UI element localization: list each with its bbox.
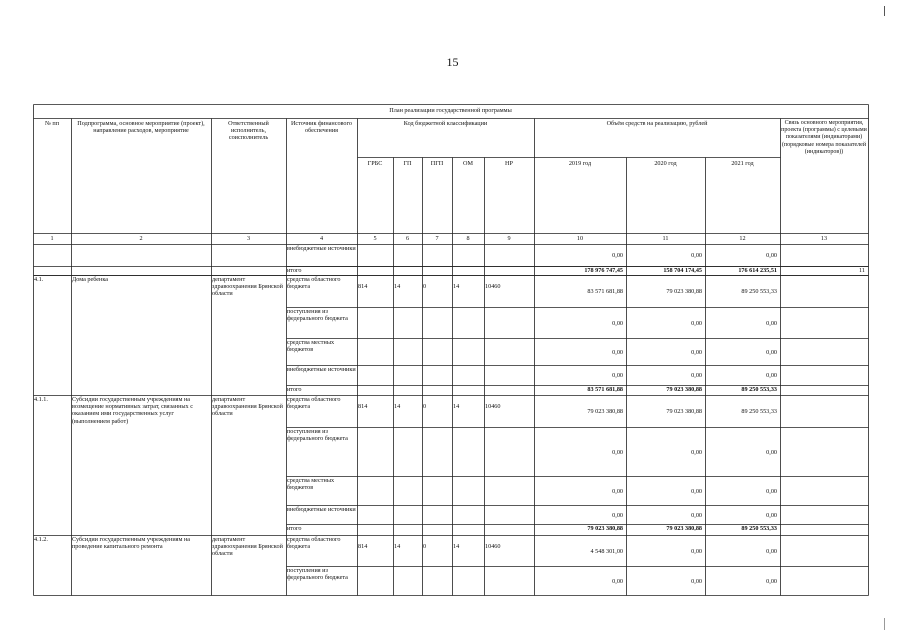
column-number: 8 — [466, 235, 470, 242]
header-nr: НР — [505, 160, 513, 167]
row-executor: департамент здравоохранения Брянской области — [212, 396, 283, 418]
row-value-2020: 0,00 — [691, 487, 702, 495]
header-y2019: 2019 год — [568, 160, 592, 167]
plan-table — [33, 104, 868, 595]
row-value-2020: 0,00 — [691, 348, 702, 356]
row-value-2020: 0,00 — [691, 252, 702, 259]
row-pgp: 0 — [423, 403, 427, 410]
table-grid-lines — [33, 104, 869, 596]
row-value-2021: 89 250 553,33 — [741, 288, 777, 295]
row-value-2019: 83 571 681,88 — [587, 386, 623, 393]
row-value-2021: 176 614 235,51 — [738, 267, 777, 274]
row-name: Субсидии государственным учреждениям на проведение капитального ремонта — [72, 536, 191, 551]
row-value-2020: 0,00 — [691, 448, 702, 456]
row-value-2020: 79 023 380,88 — [666, 288, 702, 295]
row-source: средства областного бюджета — [287, 536, 341, 551]
header-y2020: 2020 год — [654, 160, 677, 167]
row-value-2020: 79 023 380,88 — [666, 408, 702, 415]
row-value-2019: 0,00 — [612, 448, 623, 456]
column-number: 7 — [435, 235, 439, 242]
row-value-2020: 0,00 — [691, 319, 702, 327]
row-value-2020: 158 704 174,45 — [663, 267, 702, 274]
row-value-2021: 0,00 — [766, 511, 777, 519]
column-number: 13 — [820, 235, 828, 242]
row-grbs: 814 — [358, 543, 368, 550]
row-source: внебюджетные источники — [287, 506, 356, 513]
row-source: поступления из федерального бюджета — [287, 567, 348, 582]
column-number: 6 — [405, 235, 410, 242]
row-grbs: 814 — [358, 403, 368, 410]
table-title: План реализации государственной программы — [389, 107, 512, 114]
row-value-2019: 83 571 681,88 — [587, 288, 623, 295]
row-source: итого — [287, 267, 302, 274]
row-source: средства местных бюджетов — [287, 477, 335, 492]
column-number: 12 — [739, 235, 746, 242]
header-volume: Объём средств на реализацию, рублей — [606, 120, 708, 127]
column-number: 10 — [576, 235, 584, 242]
row-source: итого — [287, 386, 302, 393]
column-number: 4 — [319, 235, 324, 242]
header-budget-code: Код бюджетной классификации — [403, 120, 488, 127]
row-pgp: 0 — [423, 543, 427, 550]
page-number: 15 — [446, 55, 459, 69]
row-nr: 10460 — [485, 403, 501, 410]
row-value-2019: 0,00 — [612, 511, 623, 519]
row-value-2021: 0,00 — [766, 547, 777, 555]
header-pgp: ПГП — [430, 160, 444, 167]
header-subprogram: Подпрограмма, основное мероприятие (проект), направление расходов, мероприятие — [77, 120, 205, 135]
row-value-2019: 4 548 301,00 — [590, 547, 623, 555]
row-executor: департамент здравоохранения Брянской области — [212, 276, 283, 298]
header-gp: ГП — [403, 160, 412, 167]
row-value-2020: 0,00 — [691, 511, 702, 519]
row-value-2020: 79 023 380,88 — [666, 386, 702, 393]
row-gp: 14 — [394, 403, 401, 410]
row-value-2019: 178 976 747,45 — [584, 267, 623, 274]
header-link: Связь основного мероприятия, проекта (программы) с целевыми показателями (индикаторами) (порядковые номера показателей (индикаторов)) — [781, 120, 867, 155]
row-om: 14 — [453, 543, 460, 550]
row-value-2019: 0,00 — [612, 577, 623, 585]
column-number: 5 — [373, 235, 377, 242]
row-value-2019: 0,00 — [612, 252, 623, 259]
header-num: № пп — [44, 120, 60, 127]
row-name: Дома ребенка — [72, 276, 108, 283]
header-om: ОМ — [463, 160, 473, 167]
column-number: 11 — [662, 235, 669, 242]
row-value-2019: 79 023 380,88 — [587, 408, 623, 415]
row-value-2020: 0,00 — [691, 577, 702, 585]
row-number: 4.1.1. — [34, 396, 48, 403]
row-source: средства местных бюджетов — [287, 339, 335, 354]
row-value-2021: 0,00 — [766, 372, 777, 379]
row-number: 4.1. — [34, 276, 44, 283]
row-pgp: 0 — [423, 283, 427, 290]
row-source: средства областного бюджета — [287, 276, 341, 291]
header-executor: Ответственный исполнитель, соисполнитель — [228, 120, 269, 142]
column-number: 3 — [246, 235, 251, 242]
row-om: 14 — [453, 403, 460, 410]
row-source: внебюджетные источники — [287, 245, 356, 252]
header-source: Источник финансового обеспечения — [290, 120, 353, 135]
row-gp: 14 — [394, 283, 401, 290]
row-value-2020: 0,00 — [691, 547, 702, 555]
row-value-2021: 0,00 — [766, 487, 777, 495]
row-value-2021: 0,00 — [766, 319, 777, 327]
row-number: 4.1.2. — [34, 536, 48, 543]
row-source: итого — [287, 525, 302, 532]
header-y2021: 2021 год — [731, 160, 754, 167]
row-gp: 14 — [394, 543, 401, 550]
row-value-2019: 0,00 — [612, 487, 623, 495]
row-link: 11 — [859, 267, 865, 274]
row-value-2020: 79 023 380,88 — [666, 525, 702, 532]
scan-edge-mark — [884, 6, 885, 16]
row-value-2021: 0,00 — [766, 448, 777, 456]
row-value-2021: 89 250 553,33 — [741, 408, 777, 415]
row-value-2019: 79 023 380,88 — [587, 525, 623, 532]
row-value-2019: 0,00 — [612, 348, 623, 356]
row-nr: 10460 — [485, 543, 501, 550]
row-value-2021: 0,00 — [766, 252, 777, 259]
row-om: 14 — [453, 283, 460, 290]
row-value-2019: 0,00 — [612, 372, 623, 379]
row-value-2021: 0,00 — [766, 577, 777, 585]
column-number: 1 — [50, 235, 54, 242]
row-grbs: 814 — [358, 283, 368, 290]
row-name: Субсидии государственным учреждениям на возмещение нормативных затрат, связанных с оказанием ими государственных услуг (выполнением работ) — [72, 396, 193, 425]
column-number: 2 — [139, 235, 143, 242]
column-number: 9 — [507, 235, 511, 242]
row-executor: департамент здравоохранения Брянской области — [212, 536, 283, 558]
row-source: поступления из федерального бюджета — [287, 428, 348, 443]
row-source: средства областного бюджета — [287, 396, 341, 411]
header-grbs: ГРБС — [367, 160, 383, 167]
row-value-2019: 0,00 — [612, 319, 623, 327]
row-value-2020: 0,00 — [691, 372, 702, 379]
row-nr: 10460 — [485, 283, 501, 290]
row-value-2021: 89 250 553,33 — [741, 386, 777, 393]
row-source: поступления из федерального бюджета — [287, 308, 348, 323]
scan-edge-mark — [884, 618, 885, 630]
row-value-2021: 0,00 — [766, 348, 777, 356]
row-value-2021: 89 250 553,33 — [741, 525, 777, 532]
row-source: внебюджетные источники — [287, 366, 356, 373]
